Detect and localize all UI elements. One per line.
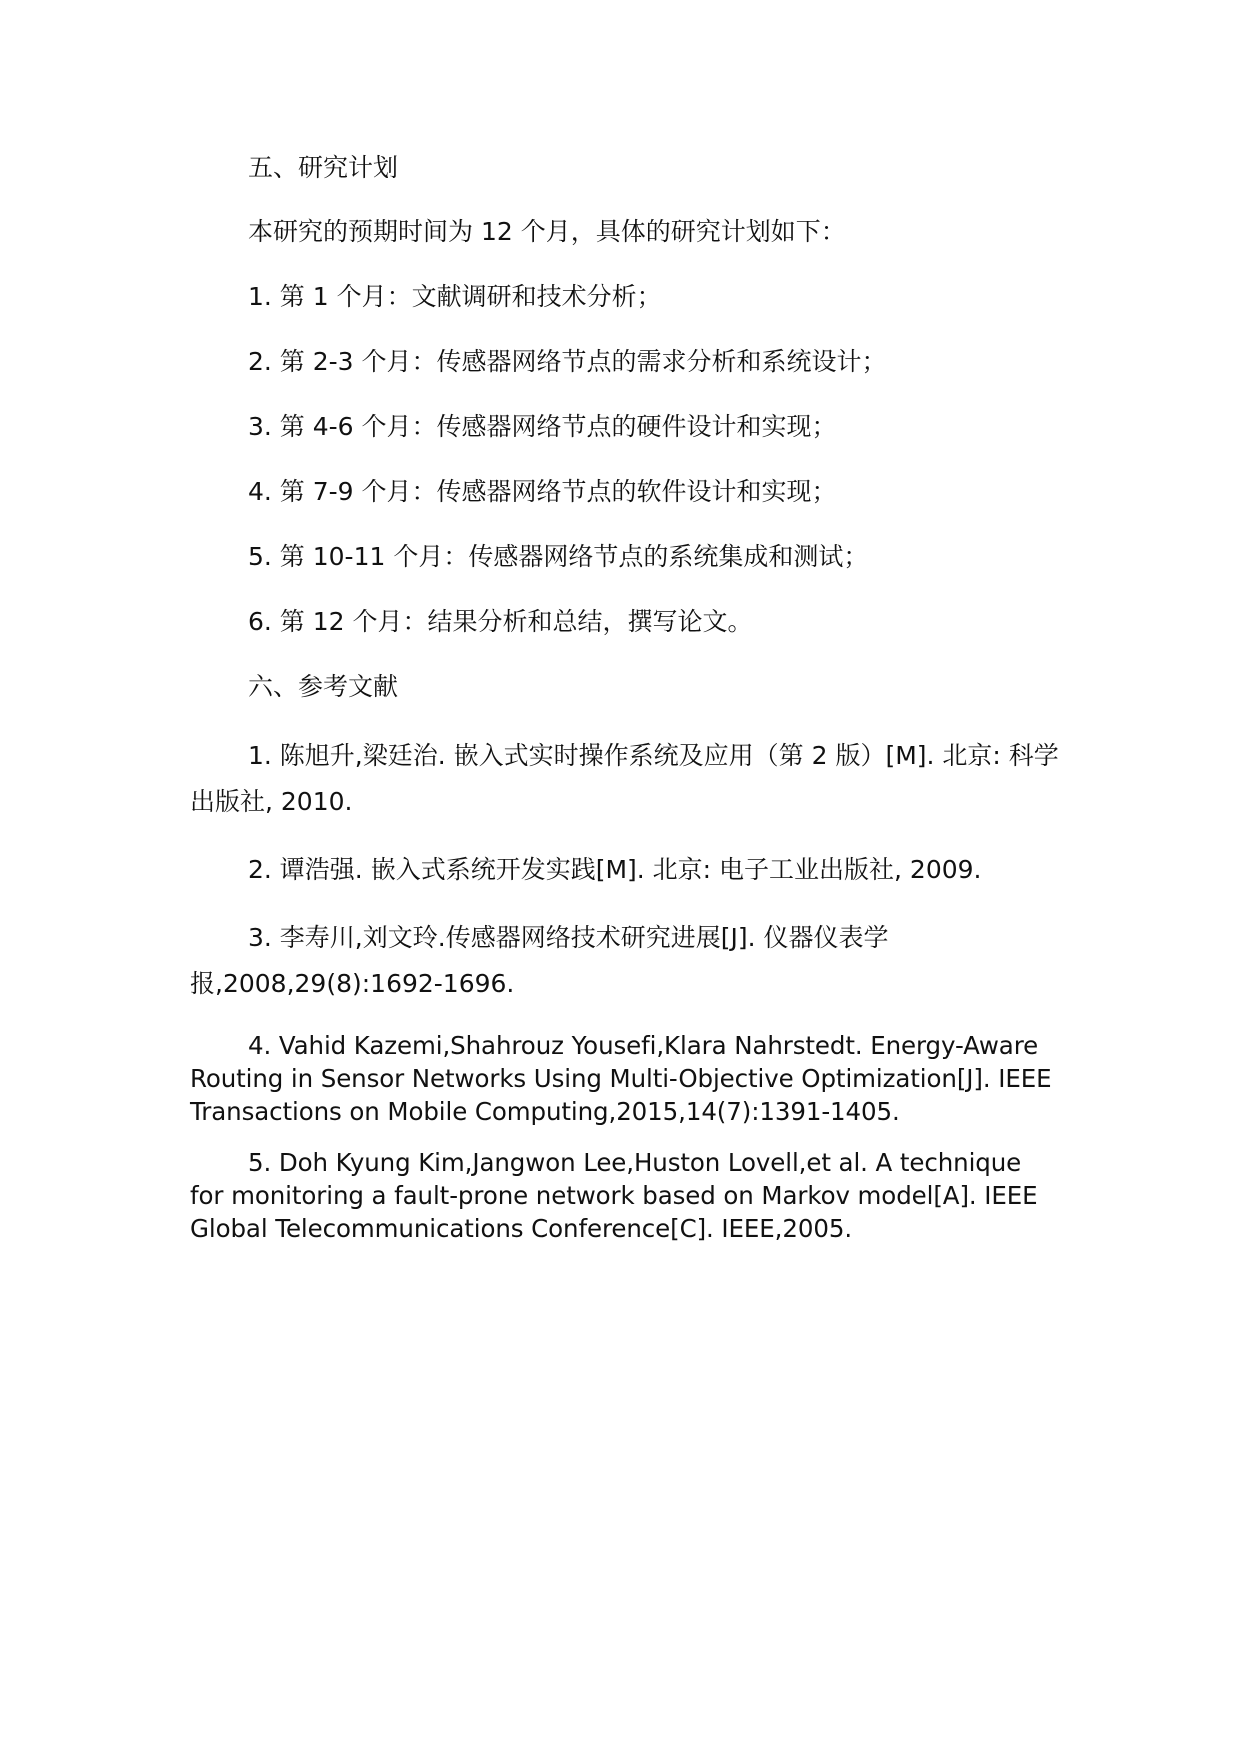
plan-item-1: 1. 第 1 个月：文献调研和技术分析；	[248, 282, 662, 311]
document-body	[190, 150, 1060, 1263]
plan-item-4: 4. 第 7-9 个月：传感器网络节点的软件设计和实现；	[248, 477, 837, 506]
reference-2: 2. 谭浩强. 嵌入式系统开发实践[M]. 北京: 电子工业出版社, 2009.	[248, 855, 982, 884]
reference-4: 4. Vahid Kazemi,Shahrouz Yousefi,Klara Nahrstedt. Energy-Aware Routing in Sensor Networks Using Multi-Objective Optimization[J]. IEEE Transactions on Mobile Computing,2015,14(7):1391-1405.	[190, 1031, 1052, 1126]
plan-item-2: 2. 第 2-3 个月：传感器网络节点的需求分析和系统设计；	[248, 347, 887, 376]
plan-item-3: 3. 第 4-6 个月：传感器网络节点的硬件设计和实现；	[248, 412, 837, 441]
reference-1: 1. 陈旭升,梁廷治. 嵌入式实时操作系统及应用（第 2 版）[M]. 北京: 科学出版社, 2010.	[190, 741, 1059, 816]
reference-3: 3. 李寿川,刘文玲.传感器网络技术研究进展[J]. 仪器仪表学报,2008,29(8):1692-1696.	[190, 923, 889, 998]
research-plan-intro: 本研究的预期时间为 12 个月，具体的研究计划如下：	[248, 217, 846, 246]
plan-item-6: 6. 第 12 个月：结果分析和总结，撰写论文。	[248, 607, 753, 636]
reference-5: 5. Doh Kyung Kim,Jangwon Lee,Huston Lovell,et al. A technique for monitoring a fault-prone network based on Markov model[A]. IEEE Global Telecommunications Conference[C]. IEEE,2005.	[190, 1148, 1038, 1243]
section-heading-references: 六、参考文献	[248, 672, 399, 701]
section-heading-research-plan: 五、研究计划	[248, 153, 399, 182]
plan-item-5: 5. 第 10-11 个月：传感器网络节点的系统集成和测试；	[248, 542, 869, 571]
